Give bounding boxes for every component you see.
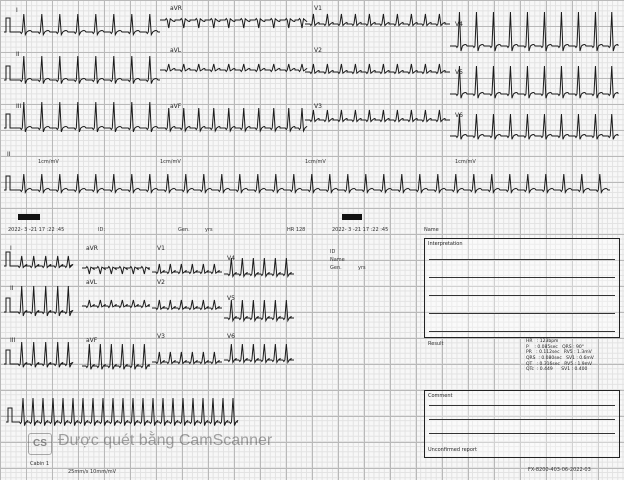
- trace2-aVR: [82, 267, 150, 275]
- camscanner-watermark: Được quét bằng CamScanner: [58, 432, 273, 449]
- comment-line: [429, 419, 615, 420]
- patient-gen-label: Gen.: [330, 265, 342, 271]
- lead-label-I: I: [16, 7, 18, 14]
- gain-mark-1: 1cm/mV: [38, 159, 59, 165]
- footer-right: FX-8200-403-06-2022-03: [528, 467, 591, 473]
- s2-lead-label-V5: V5: [227, 295, 235, 302]
- trace-row3-III: [4, 102, 160, 132]
- trace-row1-V4: [450, 12, 618, 51]
- gain-mark-3: 1cm/mV: [305, 159, 326, 165]
- sheet1-years: yrs: [205, 227, 213, 233]
- interpretation-box: [424, 238, 620, 338]
- trace2-V5: [224, 300, 294, 321]
- patient-yrs-label: yrs: [358, 265, 366, 271]
- trace-row2-V5: [450, 66, 618, 98]
- lead-label-II: II: [16, 51, 20, 58]
- lead-label-aVR: aVR: [170, 5, 182, 12]
- trace2-aVF: [82, 344, 150, 369]
- trace2-V2: [152, 300, 222, 310]
- trace2-V6: [224, 344, 294, 362]
- sheet1-gender: Gen.: [178, 227, 190, 233]
- interpretation-title: Interpretation: [428, 241, 463, 247]
- trace2-aVL: [82, 300, 150, 308]
- trace-row1-aVR: [160, 19, 307, 29]
- trace2-III: [4, 342, 73, 367]
- sheet1-name: Name: [424, 227, 439, 233]
- lead-label-aVF: aVF: [170, 103, 182, 110]
- interpretation-line: [429, 295, 615, 296]
- trace-row2-V2: [305, 64, 450, 74]
- trace-row2-II: [4, 56, 160, 84]
- rhythm-lead-label: II: [7, 151, 11, 158]
- calibration-bar-left: [18, 214, 40, 220]
- result-label: Result: [428, 341, 444, 347]
- patient-name-label: Name: [330, 257, 345, 263]
- s2-lead-label-V6: V6: [227, 333, 235, 340]
- gain-mark-4: 1cm/mV: [455, 159, 476, 165]
- s2-lead-label-II: II: [10, 285, 14, 292]
- lead-label-V2: V2: [314, 47, 322, 54]
- lead-label-aVL: aVL: [170, 47, 182, 54]
- lead-label-V5: V5: [455, 69, 463, 76]
- patient-id-label: ID: [330, 249, 336, 255]
- comment-line: [429, 405, 615, 406]
- sheet1-heart-rate: HR 128: [287, 227, 306, 233]
- lead-label-V3: V3: [314, 103, 322, 110]
- footer-left: Cabin 1: [30, 461, 50, 467]
- lead-label-III: III: [16, 103, 22, 110]
- trace-row1-I: [4, 14, 160, 35]
- sheet1-datetime: 2022- 3 -21 17 :22 :45: [8, 227, 65, 233]
- s2-lead-label-aVR: aVR: [86, 245, 98, 252]
- s2-lead-label-I: I: [10, 245, 12, 252]
- comment-line: [429, 433, 615, 434]
- lead-label-V6: V6: [455, 112, 463, 119]
- s2-lead-label-V4: V4: [227, 255, 235, 262]
- trace2-rhythm: [6, 398, 238, 426]
- trace-row3-aVF: [160, 108, 307, 131]
- footer-speed: 25mm/s 10mm/mV: [68, 469, 117, 475]
- calibration-bar-right: [342, 214, 362, 220]
- lead-label-V1: V1: [314, 5, 322, 12]
- interpretation-line: [429, 313, 615, 314]
- interpretation-line: [429, 277, 615, 278]
- s2-lead-label-aVF: aVF: [86, 337, 98, 344]
- trace2-V3: [152, 352, 222, 364]
- trace2-II: [4, 286, 73, 316]
- gain-mark-2: 1cm/mV: [160, 159, 181, 165]
- trace-row1-V1: [305, 14, 450, 26]
- s2-lead-label-V2: V2: [157, 279, 165, 286]
- trace2-V1: [152, 264, 222, 274]
- s2-lead-label-V3: V3: [157, 333, 165, 340]
- trace-row3-V3: [305, 110, 450, 122]
- unconfirmed-report-label: Unconfirmed report: [428, 447, 477, 453]
- trace-row3-V6: [450, 114, 618, 139]
- s2-lead-label-V1: V1: [157, 245, 165, 252]
- trace-row2-aVL: [160, 64, 307, 72]
- interpretation-line: [429, 259, 615, 260]
- camscanner-logo: CS: [28, 433, 52, 455]
- measurements-block: HR : 123bpm P : 0.085sec QRS : 90° PR : 0.112sec RV5 : 1.3mV QRS : 0.080sec SV1 : 0.6mV QT : 0.316sec RV5 : 1.9mV QTc : 0.449 SV1 : 0.400: [526, 339, 594, 373]
- sheet1-datetime-2: 2022- 3 -21 17 :22 :45: [332, 227, 389, 233]
- s2-lead-label-III: III: [10, 337, 16, 344]
- lead-label-V4: V4: [455, 21, 463, 28]
- comment-title: Comment: [428, 393, 453, 399]
- trace2-I: [4, 252, 73, 268]
- sheet1-id: ID:: [98, 227, 106, 233]
- trace-rhythm-II: [4, 174, 610, 192]
- comment-box: [424, 390, 620, 458]
- interpretation-line: [429, 331, 615, 332]
- s2-lead-label-aVL: aVL: [86, 279, 98, 286]
